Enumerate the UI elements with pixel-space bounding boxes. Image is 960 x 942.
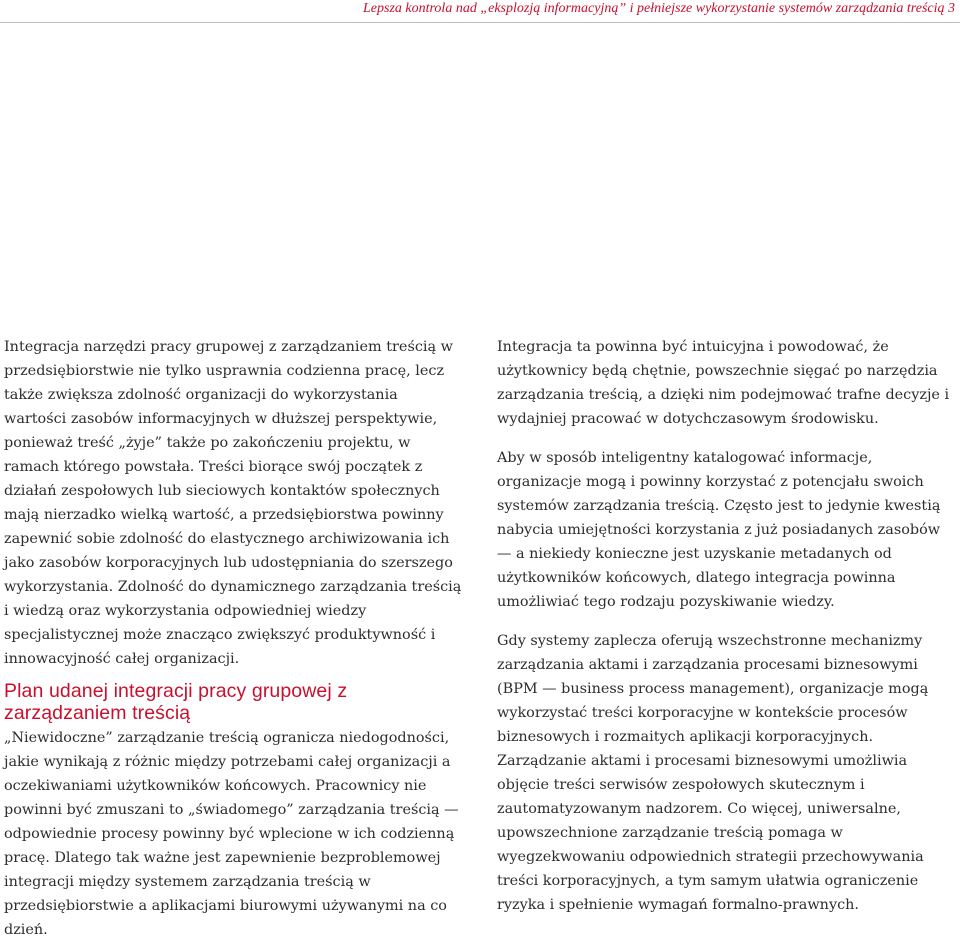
right-paragraph-3: Gdy systemy zaplecza oferują wszechstronne mechanizmy zarządzania aktami i zarządzania procesami biznesowymi (BPM — business process management), organizacje mogą wykorzystać treści korporacyjne w kontekście procesów biznesowych i rozmaitych aplikacji korporacyjnych. Zarządzanie aktami i procesami biznesowymi umożliwia objęcie treści serwisów zespołowych skutecznym i zautomatyzowanym nadzorem. Co więcej, uniwersalne, upowszechnione zarządzanie treścią pomaga w wyegzekwowaniu odpowiednich strategii przechowywania treści korporacyjnych, a tym samym ułatwia ograniczenie ryzyka i spełnienie wymagań formalno-prawnych. (497, 633, 929, 913)
right-column (497, 335, 957, 917)
left-paragraph-2: „Niewidoczne” zarządzanie treścią ogranicza niedogodności, jakie wynikają z różnic między potrzebami całej organizacji a oczekiwaniami użytkowników końcowych. Pracownicy nie powinni być zmuszani to „świadomego” zarządzania treścią — odpowiednie procesy powinny być wplecione w ich codzienną pracę. Dlatego tak ważne jest zapewnienie bezproblemowej integracji między systemem zarządzania treścią w przedsiębiorstwie a aplikacjami biurowymi używanymi na co dzień. (4, 730, 459, 938)
section-heading: Plan udanej integracji pracy grupowej z zarządzaniem treścią (4, 680, 348, 724)
running-header: Lepsza kontrola nad „eksplozją informacyjną” i pełniejsze wykorzystanie systemów zarządzania treścią 3 (363, 1, 955, 16)
right-paragraph-1: Integracja ta powinna być intuicyjna i powodować, że użytkownicy będą chętnie, powszechnie sięgać po narzędzia zarządzania treścią, a dzięki nim podejmować trafne decyzje i wydajniej pracować w dotychczasowym środowisku. (497, 339, 950, 427)
left-column (4, 335, 464, 942)
right-paragraph-2: Aby w sposób inteligentny katalogować informacje, organizacje mogą i powinny korzystać z potencjału swoich systemów zarządzania treścią. Często jest to jedynie kwestią nabycia umiejętności korzystania z już posiadanych zasobów — a niekiedy konieczne jest uzyskanie metadanych od użytkowników końcowych, dlatego integracja powinna umożliwiać tego rodzaju pozyskiwanie wiedzy. (497, 450, 941, 610)
header-rule (0, 22, 960, 23)
left-paragraph-1: Integracja narzędzi pracy grupowej z zarządzaniem treścią w przedsiębiorstwie nie tylko usprawnia codzienna pracę, lecz także zwiększa zdolność organizacji do wykorzystania wartości zasobów informacyjnych w dłuższej perspektywie, ponieważ treść „żyje” także po zakończeniu projektu, w ramach którego powstała. Treści biorące swój początek z działań zespołowych lub sieciowych kontaktów społecznych mają nierzadko wielką wartość, a przedsiębiorstwa powinny zapewnić sobie zdolność do elastycznego archiwizowania ich jako zasobów korporacyjnych lub udostępniania do szerszego wykorzystania. Zdolność do dynamicznego zarządzania treścią i wiedzą oraz wykorzystania odpowiedniej wiedzy specjalistycznej może znacząco zwiększyć produktywność i innowacyjność całej organizacji. (4, 339, 462, 667)
